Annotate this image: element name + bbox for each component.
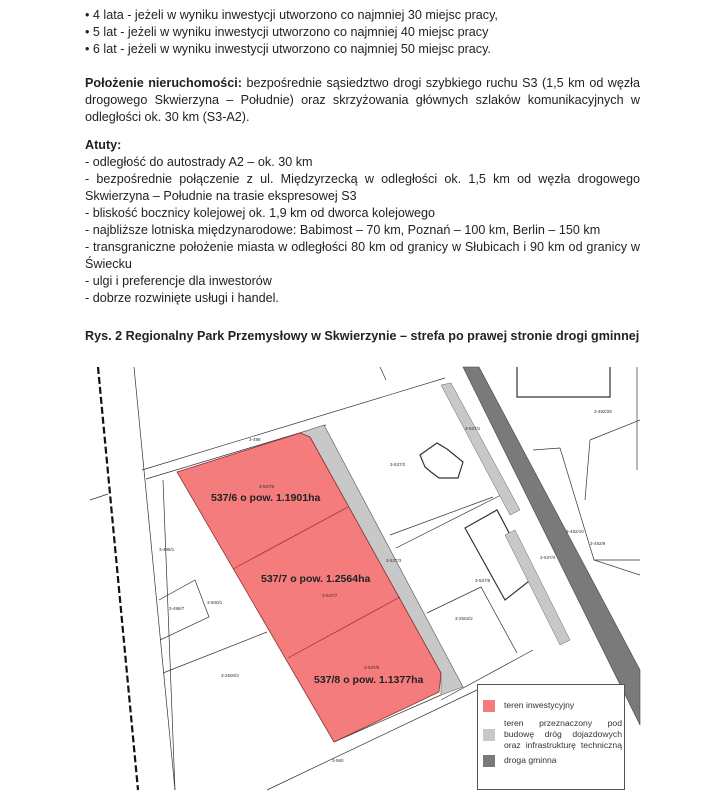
parcel-code: 3-537/2: [390, 462, 406, 467]
parcel-label: 537/8 o pow. 1.1377ha: [314, 674, 424, 686]
legend-label: droga gminna: [504, 755, 557, 765]
parcel-code: 3-537/1: [465, 426, 481, 431]
bullet: • 5 lat - jeżeli w wyniku inwestycji utworzono co najmniej 40 miejsc pracy: [85, 25, 489, 39]
bullet: • 6 lat - jeżeli w wyniku inwestycji utworzono co najmniej 50 miejsc pracy.: [85, 42, 491, 56]
parcel-code: 3-498/7: [169, 606, 185, 611]
parcel-code: 3-492/9: [590, 541, 606, 546]
atuty-item: - najbliższe lotniska międzynarodowe: Babimost – 70 km, Poznań – 100 km, Berlin – 150 km: [85, 223, 601, 237]
legend-item-access-roads: [483, 718, 622, 751]
legend-item-investment: [483, 700, 622, 712]
parcel-code: 3-2500/3: [221, 673, 239, 678]
parcel-code: 3-560: [332, 758, 344, 763]
municipal-road: [463, 367, 640, 725]
atuty-item: - ulgi i preferencje dla inwestorów: [85, 274, 272, 288]
bullet: • 4 lata - jeżeli w wyniku inwestycji utworzono co najmniej 30 miejsc pracy,: [85, 8, 498, 22]
atuty-item: - transgraniczne położenie miasta w odległości 80 km od granicy w Słubicach i 90 km od granicy w Świecku: [85, 240, 640, 271]
atuty-item: - bliskość bocznicy kolejowej ok. 1,9 km od dworca kolejowego: [85, 206, 435, 220]
legend-swatch: [483, 755, 495, 767]
parcel-code: 3-537/6: [259, 484, 275, 489]
parcel-code: 3-537/7: [322, 593, 338, 598]
atuty-item: - odległość do autostrady A2 – ok. 30 km: [85, 155, 313, 169]
parcel-label: 537/6 o pow. 1.1901ha: [211, 492, 321, 504]
parcel-code: 3-492/28: [594, 409, 612, 414]
parcel-code: 3-498: [249, 437, 261, 442]
figure-caption: Rys. 2 Regionalny Park Przemysłowy w Skwierzynie – strefa po prawej stronie drogi gminnej: [85, 329, 640, 343]
location-text: bezpośrednie sąsiedztwo drogi szybkiego ruchu S3 (1,5 km od węzła drogowego Skwierzyna – Południe) oraz skrzyżowania głównych szlaków komunikacyjnych w odległości ok. 30 km (S3-A2).: [85, 76, 640, 124]
legend-item-municipal-road: [483, 755, 622, 767]
parcel-code: 3-2502/2: [455, 616, 473, 621]
location-label: Położenie nieruchomości:: [85, 76, 242, 90]
parcel-code: 3-537/3: [386, 558, 402, 563]
atuty-title: Atuty:: [85, 138, 122, 152]
legend-swatch: [483, 729, 495, 741]
parcel-code: 3-498/1: [159, 547, 175, 552]
legend-label: teren inwestycyjny: [504, 700, 575, 710]
legend-label: teren przeznaczony pod budowę dróg dojazdowych oraz infrastrukturę techniczną: [504, 718, 622, 750]
atuty-item: - dobrze rozwinięte usługi i handel.: [85, 291, 279, 305]
parcel-code: 3-500/1: [207, 600, 223, 605]
parcel-label: 537/7 o pow. 1.2564ha: [261, 573, 371, 585]
parcel-code: 3-537/4: [540, 555, 556, 560]
parcel-code: 3-537/5: [475, 578, 491, 583]
legend-swatch: [483, 700, 495, 712]
atuty-item: - bezpośrednie połączenie z ul. Międzyrzecką w odległości ok. 1,5 km od węzła drogowego Skwierzyna – Południe na trasie ekspresowej S3: [85, 172, 640, 203]
parcel-code: 3-537/8: [364, 665, 380, 670]
map-legend: [477, 684, 625, 790]
parcel-code: 3-492/10: [566, 529, 584, 534]
